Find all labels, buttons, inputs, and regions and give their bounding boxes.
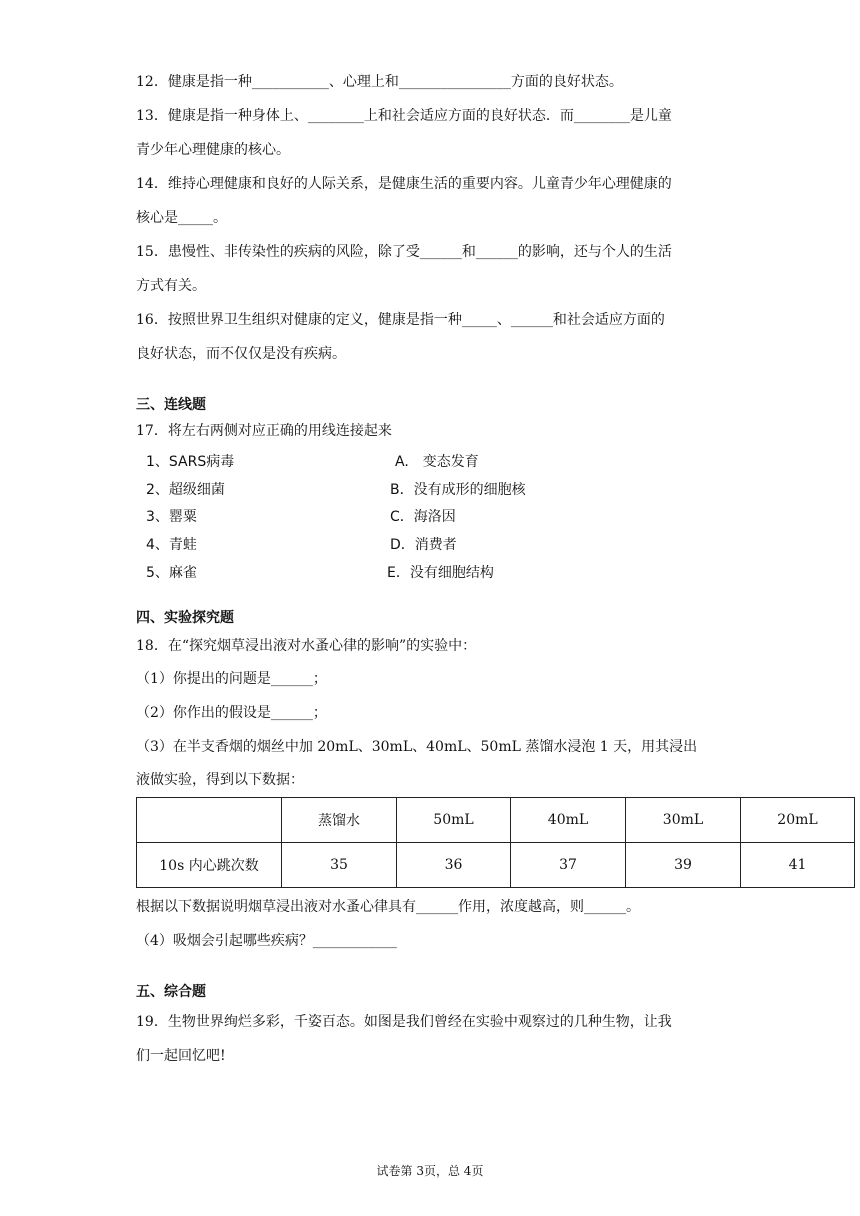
match-right-item-c: C．海洛因 <box>390 509 456 525</box>
match-left-item-5: 5、麻雀 <box>146 565 197 581</box>
table-header-cell: 40mL <box>511 798 626 843</box>
match-left-item-2: 2、超级细菌 <box>146 482 225 498</box>
question-17: 17．将左右两侧对应正确的用线连接起来 <box>136 423 392 439</box>
match-right-item-d: D．消费者 <box>390 537 457 553</box>
question-18-sub4: （4）吸烟会引起哪些疾病？____________ <box>136 933 397 949</box>
question-18-sub2: （2）你作出的假设是______； <box>136 705 327 721</box>
question-18-conclusion: 根据以下数据说明烟草浸出液对水蚤心律具有______作用，浓度越高，则______。 <box>136 899 640 915</box>
table-header-cell: 30mL <box>626 798 741 843</box>
match-left-item-1: 1、SARS病毒 <box>146 454 235 470</box>
question-18: 18．在“探究烟草浸出液对水蚤心律的影响”的实验中： <box>136 638 477 654</box>
question-14-line2: 核心是_____。 <box>136 210 227 226</box>
match-left-item-4: 4、青蛙 <box>146 537 197 553</box>
question-18-sub3-line2: 液做实验，得到以下数据： <box>136 772 304 788</box>
table-row <box>137 843 855 888</box>
table-cell: 37 <box>511 843 626 888</box>
table-cell: 41 <box>741 843 855 888</box>
question-16-line2: 良好状态，而不仅仅是没有疾病。 <box>136 346 346 362</box>
question-13-line2: 青少年心理健康的核心。 <box>136 142 290 158</box>
table-header-cell: 50mL <box>397 798 511 843</box>
question-18-sub1: （1）你提出的问题是______； <box>136 671 327 687</box>
table-cell: 36 <box>397 843 511 888</box>
table-header-cell <box>137 798 282 843</box>
question-12: 12．健康是指一种___________、心理上和________________方面的良好状态。 <box>136 74 623 90</box>
table-header-row <box>137 798 855 843</box>
section-5-heading: 五、综合题 <box>136 984 206 1000</box>
table-row-label: 10s 内心跳次数 <box>137 843 282 888</box>
question-18-sub3-line1: （3）在半支香烟的烟丝中加 20mL、30mL、40mL、50mL 蒸馏水浸泡 1 天，用其浸出 <box>136 739 698 755</box>
match-right-item-e: E．没有细胞结构 <box>387 565 494 581</box>
section-4-heading: 四、实验探究题 <box>136 610 234 626</box>
table-header-cell: 蒸馏水 <box>282 798 397 843</box>
table-cell: 35 <box>282 843 397 888</box>
match-right-item-a: A. 变态发育 <box>395 454 479 470</box>
match-right-item-b: B．没有成形的细胞核 <box>390 482 526 498</box>
question-19-line1: 19．生物世界绚烂多彩，千姿百态。如图是我们曾经在实验中观察过的几种生物，让我 <box>136 1014 672 1030</box>
section-3-heading: 三、连线题 <box>136 397 206 413</box>
page-footer: 试卷第 3页，总 4页 <box>376 1164 484 1178</box>
question-15-line2: 方式有关。 <box>136 278 206 294</box>
question-16-line1: 16．按照世界卫生组织对健康的定义，健康是指一种_____、______和社会适应方面的 <box>136 312 665 328</box>
question-19-line2: 们一起回忆吧! <box>136 1048 226 1064</box>
match-left-item-3: 3、罂粟 <box>146 509 197 525</box>
data-table <box>136 797 855 888</box>
table-header-cell: 20mL <box>741 798 855 843</box>
question-15-line1: 15．患慢性、非传染性的疾病的风险，除了受______和______的影响，还与个人的生活 <box>136 244 672 260</box>
question-14-line1: 14．维持心理健康和良好的人际关系，是健康生活的重要内容。儿童青少年心理健康的 <box>136 176 672 192</box>
table-cell: 39 <box>626 843 741 888</box>
question-13-line1: 13．健康是指一种身体上、________上和社会适应方面的良好状态．而________是儿童 <box>136 108 672 124</box>
